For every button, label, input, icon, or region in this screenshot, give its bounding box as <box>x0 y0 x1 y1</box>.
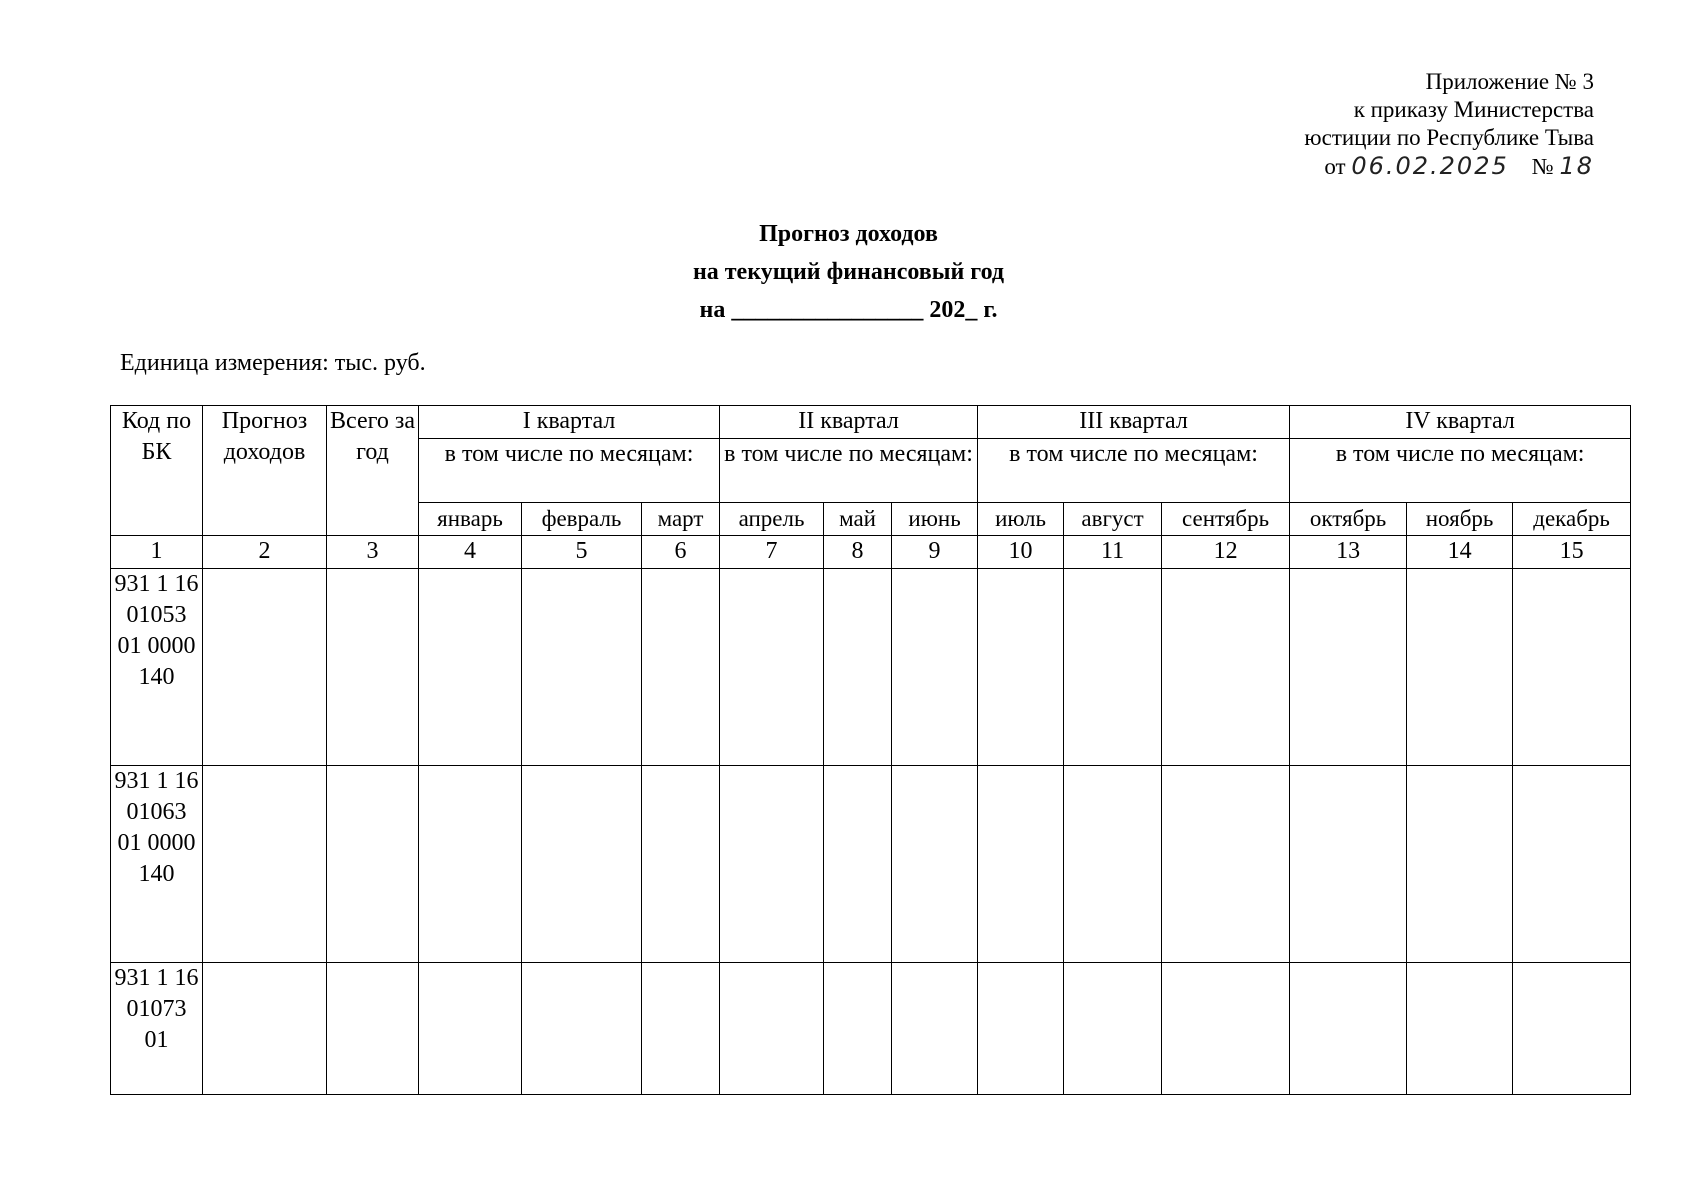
empty-cell <box>1064 962 1162 1094</box>
title-line-1: Прогноз доходов <box>759 221 938 247</box>
header-q4-sub: в том числе по месяцам: <box>1290 439 1631 503</box>
header-month: май <box>824 503 892 536</box>
empty-cell <box>327 962 419 1094</box>
units-label: Единица измерения: тыс. руб. <box>120 350 426 376</box>
empty-cell <box>1162 962 1290 1094</box>
table-row <box>111 569 1631 766</box>
column-number: 12 <box>1162 536 1290 569</box>
header-month: сентябрь <box>1162 503 1290 536</box>
kbk-code: 931 1 16 01073 01 <box>111 962 203 1094</box>
empty-cell <box>978 766 1064 963</box>
appendix-ministry: юстиции по Республике Тыва <box>1304 125 1594 150</box>
handwritten-date: 06.02.2025 <box>1351 152 1509 180</box>
title-line-2: на текущий финансовый год <box>692 259 1005 285</box>
header-q2-sub: в том числе по месяцам: <box>720 439 978 503</box>
header-quarter-2: II квартал <box>720 406 978 439</box>
column-number: 10 <box>978 536 1064 569</box>
empty-cell <box>978 569 1064 766</box>
empty-cell <box>824 569 892 766</box>
title-line-3: на ________________ 202_ г. <box>699 297 998 323</box>
empty-cell <box>327 569 419 766</box>
empty-cell <box>522 962 642 1094</box>
empty-cell <box>203 962 327 1094</box>
column-number: 14 <box>1407 536 1513 569</box>
empty-cell <box>1407 766 1513 963</box>
empty-cell <box>642 569 720 766</box>
header-quarter-3: III квартал <box>978 406 1290 439</box>
empty-cell <box>720 962 824 1094</box>
empty-cell <box>1064 766 1162 963</box>
date-prefix: от <box>1324 154 1346 179</box>
number-prefix: № <box>1531 154 1554 179</box>
header-month: март <box>642 503 720 536</box>
column-number: 4 <box>419 536 522 569</box>
column-number: 7 <box>720 536 824 569</box>
column-number: 13 <box>1290 536 1407 569</box>
empty-cell <box>203 766 327 963</box>
empty-cell <box>892 962 978 1094</box>
header-quarter-1: I квартал <box>419 406 720 439</box>
column-number: 8 <box>824 536 892 569</box>
column-number: 6 <box>642 536 720 569</box>
column-number: 15 <box>1513 536 1631 569</box>
empty-cell <box>419 569 522 766</box>
empty-cell <box>1162 569 1290 766</box>
column-number: 3 <box>327 536 419 569</box>
empty-cell <box>642 962 720 1094</box>
appendix-order: к приказу Министерства <box>1353 97 1594 122</box>
header-q1-sub: в том числе по месяцам: <box>419 439 720 503</box>
header-month: июль <box>978 503 1064 536</box>
header-month: январь <box>419 503 522 536</box>
empty-cell <box>327 766 419 963</box>
document-title <box>0 215 1697 329</box>
header-month: апрель <box>720 503 824 536</box>
empty-cell <box>1513 962 1631 1094</box>
kbk-code: 931 1 16 01063 01 0000 140 <box>111 766 203 963</box>
empty-cell <box>1407 962 1513 1094</box>
header-quarter-4: IV квартал <box>1290 406 1631 439</box>
empty-cell <box>824 766 892 963</box>
empty-cell <box>522 569 642 766</box>
handwritten-number: 18 <box>1559 152 1594 180</box>
header-code: Код по БК <box>111 406 203 536</box>
header-forecast: Прогноз доходов <box>203 406 327 536</box>
empty-cell <box>1162 766 1290 963</box>
empty-cell <box>720 766 824 963</box>
empty-cell <box>642 766 720 963</box>
header-month: август <box>1064 503 1162 536</box>
column-number: 9 <box>892 536 978 569</box>
empty-cell <box>720 569 824 766</box>
header-q3-sub: в том числе по месяцам: <box>978 439 1290 503</box>
header-total: Всего за год <box>327 406 419 536</box>
empty-cell <box>892 569 978 766</box>
income-forecast-table <box>110 405 1631 1095</box>
empty-cell <box>1064 569 1162 766</box>
appendix-title: Приложение № 3 <box>1425 69 1594 94</box>
column-number: 2 <box>203 536 327 569</box>
empty-cell <box>1407 569 1513 766</box>
header-month: декабрь <box>1513 503 1631 536</box>
empty-cell <box>1513 569 1631 766</box>
kbk-code: 931 1 16 01053 01 0000 140 <box>111 569 203 766</box>
empty-cell <box>419 962 522 1094</box>
empty-cell <box>522 766 642 963</box>
header-month: октябрь <box>1290 503 1407 536</box>
empty-cell <box>1513 766 1631 963</box>
empty-cell <box>978 962 1064 1094</box>
empty-cell <box>1290 569 1407 766</box>
empty-cell <box>1290 766 1407 963</box>
column-number: 5 <box>522 536 642 569</box>
table-row <box>111 766 1631 963</box>
empty-cell <box>419 766 522 963</box>
column-number: 11 <box>1064 536 1162 569</box>
header-month: ноябрь <box>1407 503 1513 536</box>
appendix-block <box>1304 68 1594 181</box>
empty-cell <box>203 569 327 766</box>
empty-cell <box>824 962 892 1094</box>
header-month: июнь <box>892 503 978 536</box>
appendix-date-line <box>1304 152 1594 181</box>
table-row <box>111 962 1631 1094</box>
column-number: 1 <box>111 536 203 569</box>
empty-cell <box>1290 962 1407 1094</box>
header-month: февраль <box>522 503 642 536</box>
empty-cell <box>892 766 978 963</box>
